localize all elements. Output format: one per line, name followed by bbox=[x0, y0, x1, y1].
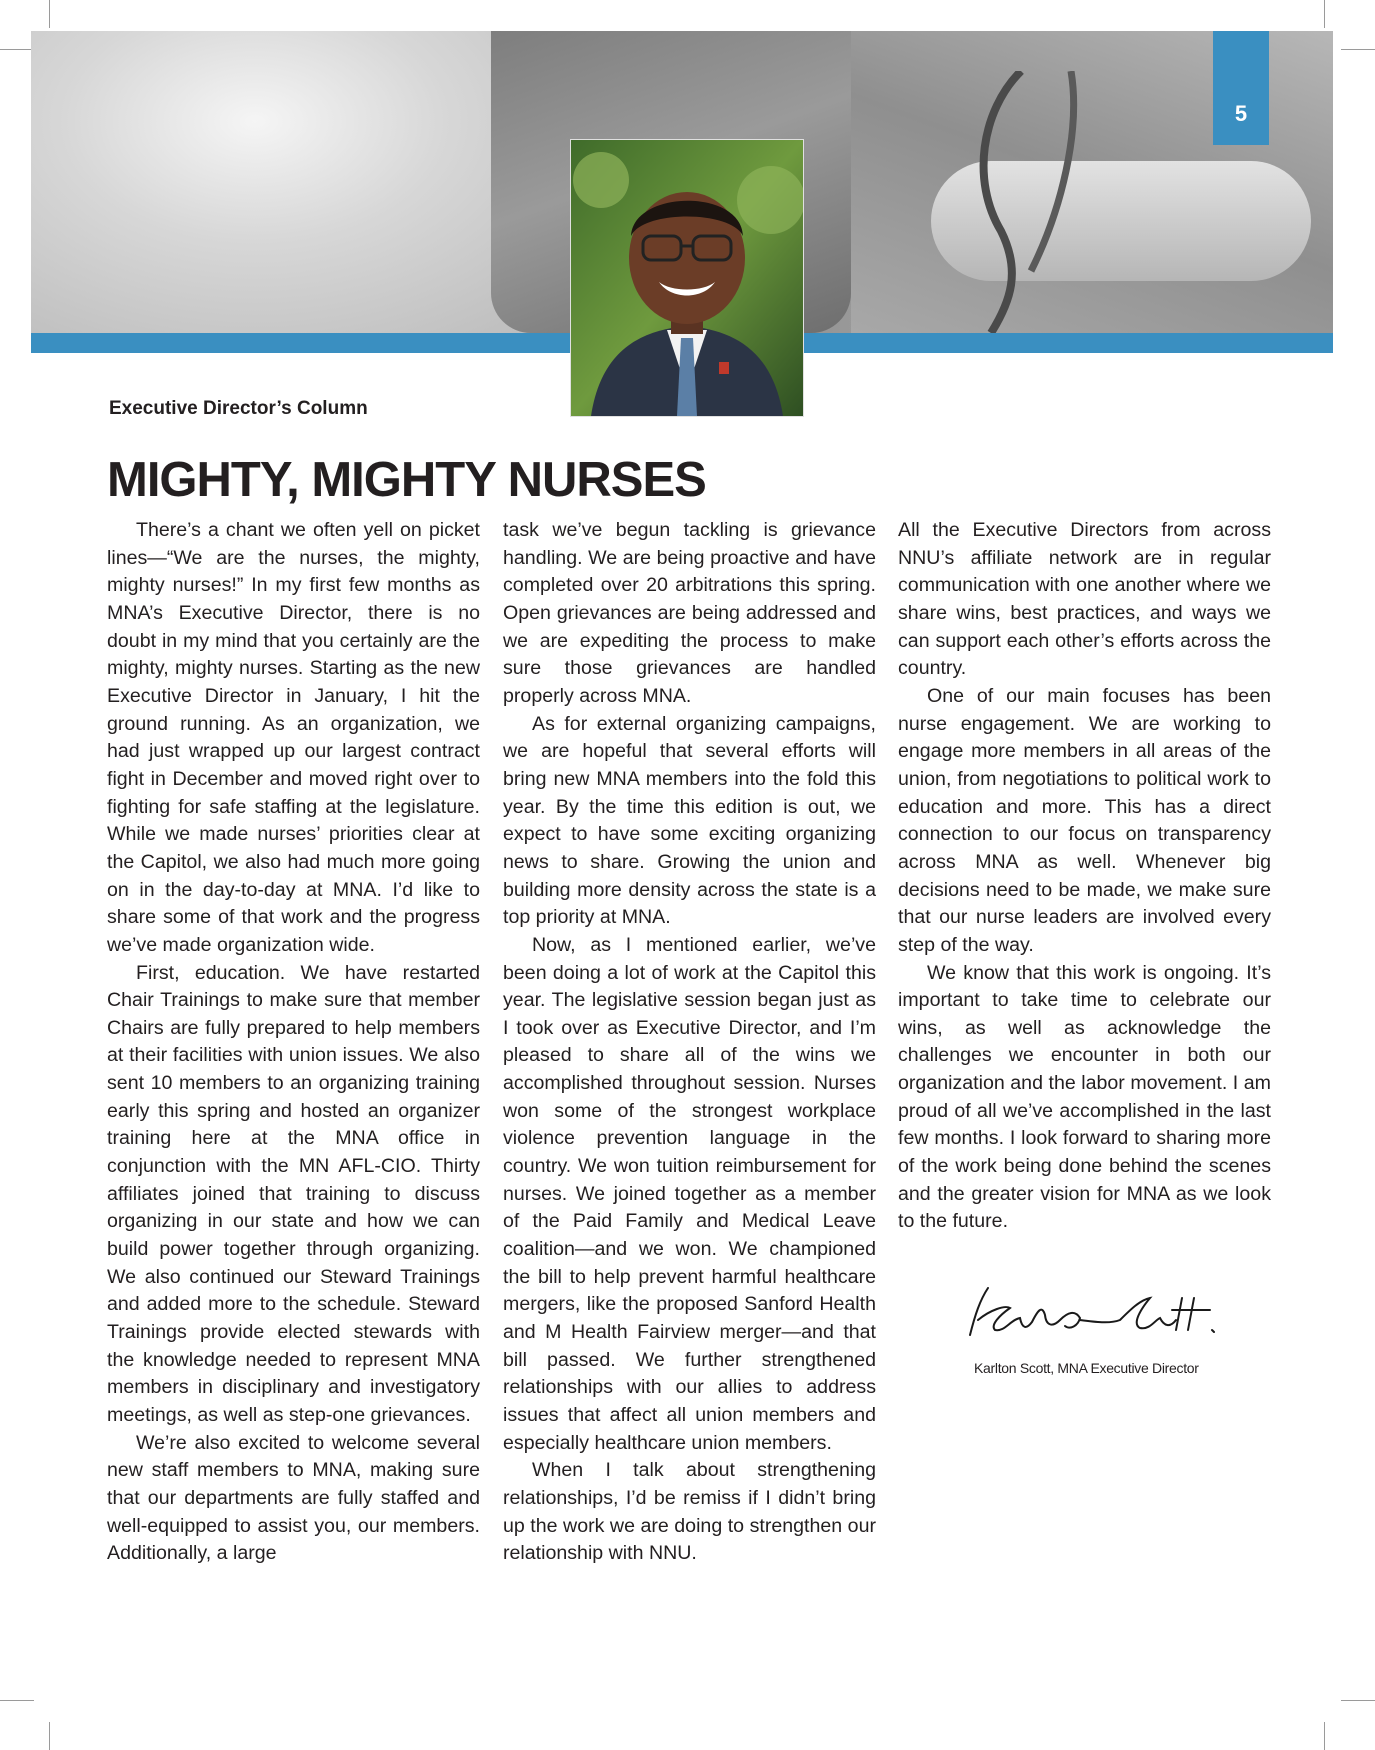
crop-mark bbox=[0, 1700, 34, 1701]
crop-mark bbox=[1341, 49, 1375, 50]
paragraph: We know that this work is ongoing. It’s important to take time to celebrate our wins, as well as acknowledge the challenges we encounter in both our organization and the labor movement. I am proud of all we’ve accomplished in the last few months. I look forward to sharing more of the work being done behind the scenes and the greater vision for MNA as we look to the future. bbox=[898, 961, 1271, 1233]
section-label: Executive Director’s Column bbox=[109, 398, 368, 419]
paragraph: When I talk about strengthening relationships, I’d be remiss if I didn’t bring up the work we are doing to strengthen our relationship with NNU. bbox=[503, 1459, 876, 1565]
article-column-3 bbox=[898, 517, 1271, 1236]
page-number-tab bbox=[1213, 31, 1269, 145]
paragraph: We’re also excited to welcome several new staff members to MNA, making sure that our departments are fully staffed and well-equipped to assist you, our members. Additionally, a large bbox=[107, 1431, 480, 1565]
page-title: MIGHTY, MIGHTY NURSES bbox=[107, 453, 706, 507]
paragraph: As for external organizing campaigns, we are hopeful that several efforts will bring new MNA members into the fold this year. By the time this edition is out, we expect to have some exciting organizing news to share. Growing the union and building more density across the state is a top priority at MNA. bbox=[503, 712, 876, 929]
paragraph: First, education. We have restarted Chair Trainings to make sure that member Chairs are fully prepared to help members at their facilities with union issues. We also sent 10 members to an organizing training early this spring and hosted an organizer training here at the MNA office in conjunction with the MN AFL-CIO. Thirty affiliates joined that training to discuss organizing in our state and how we can build power together through organizing. We also continued our Steward Trainings and added more to the schedule. Steward Trainings provide elected stewards with the knowledge needed to represent MNA members in disciplinary and investigatory meetings, as well as step-one grievances. bbox=[107, 961, 480, 1426]
paragraph: Now, as I mentioned earlier, we’ve been doing a lot of work at the Capitol this year. The legislative session began just as I took over as Executive Director, and I’m pleased to share all of the wins we accomplished throughout session. Nurses won some of the strongest workplace violence prevention language in the country. We won tuition reimbursement for nurses. We joined together as a member of the Paid Family and Medical Leave coalition—and we won. We championed the bill to help prevent harmful healthcare mergers, like the proposed Sanford Health and M Health Fairview merger—and that bill passed. We further strengthened relationships with our allies to address issues that affect all union members and especially healthcare union members. bbox=[503, 933, 876, 1454]
signature-caption: Karlton Scott, MNA Executive Director bbox=[974, 1360, 1199, 1376]
paragraph: One of our main focuses has been nurse engagement. We are working to engage more members in all areas of the union, from negotiations to political work to education and more. This has a direct connection to our focus on transparency across MNA as well. Whenever big decisions need to be made, we make sure that our nurse leaders are involved every step of the way. bbox=[898, 684, 1271, 956]
article-column-2 bbox=[503, 517, 876, 1568]
paragraph: There’s a chant we often yell on picket lines—“We are the nurses, the mighty, mighty nurses!” In my first few months as MNA’s Executive Director, there is no doubt in my mind that you certainly are the mighty, mighty nurses. Starting as the new Executive Director in January, I hit the ground running. As an organization, we had just wrapped up our largest contract fight in December and moved right over to fighting for safe staffing at the legislature. While we made nurses’ priorities clear at the Capitol, we also had much more going on in the day-to-day at MNA. I’d like to share some of that work and the progress we’ve made organization wide. bbox=[107, 519, 480, 956]
signature-image bbox=[950, 1280, 1230, 1350]
crop-mark bbox=[1324, 0, 1325, 28]
crop-mark bbox=[49, 0, 50, 28]
author-portrait bbox=[570, 139, 804, 417]
paragraph: All the Executive Directors from across NNU’s affiliate network are in regular communication with one another where we share wins, best practices, and ways we can support each other’s efforts across the country. bbox=[898, 519, 1271, 680]
crop-mark bbox=[0, 49, 34, 50]
crop-mark bbox=[1341, 1700, 1375, 1701]
page-number: 5 bbox=[1234, 101, 1248, 126]
crop-mark bbox=[1324, 1722, 1325, 1750]
crop-mark bbox=[49, 1722, 50, 1750]
article-column-1 bbox=[107, 517, 480, 1568]
paragraph: task we’ve begun tackling is grievance handling. We are being proactive and have completed over 20 arbitrations this spring. Open grievances are being addressed and we are expediting the process to make sure those grievances are handled properly across MNA. bbox=[503, 519, 876, 707]
stethoscope-icon bbox=[961, 71, 1101, 333]
